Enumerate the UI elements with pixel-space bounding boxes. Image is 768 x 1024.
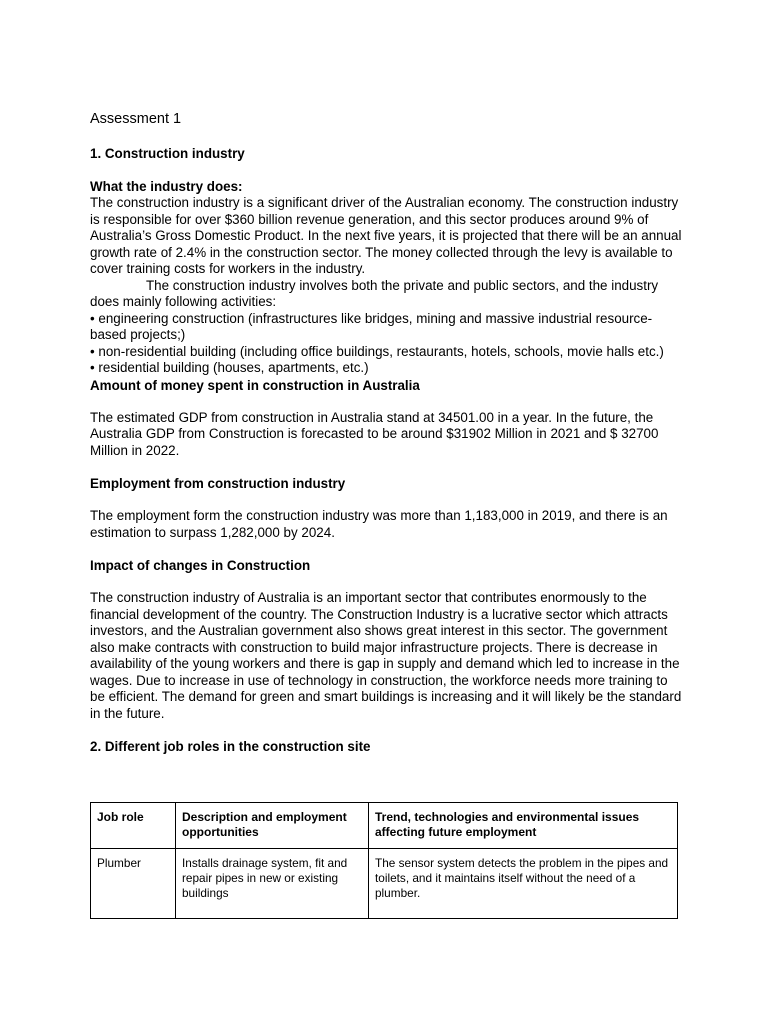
what-industry-does-paragraph: The construction industry is a significant driver of the Australian economy. The construction industry is responsible for over $360 billion revenue generation, and this sector produces around 9% of Australia’s Gross Domestic Product. In the next five years, it is projected that there will be an annual growth rate of 2.4% in the construction sector. The money collected through the levy is available to cover training costs for workers in the industry.: [90, 195, 682, 276]
table-header-job-role: Job role: [91, 803, 176, 849]
job-roles-table: [90, 802, 678, 919]
money-spent-paragraph: The estimated GDP from construction in Australia stand at 34501.00 in a year. In the future, the Australia GDP from Construction is forecasted to be around $31902 Million in 2021 and $ 32700 Million in 2022.: [90, 409, 659, 458]
table-header-description: Description and employment opportunities: [176, 803, 369, 849]
section-2-heading: 2. Different job roles in the construction site: [90, 739, 371, 754]
table-header-trend: Trend, technologies and environmental issues affecting future employment: [369, 803, 678, 849]
document-title: Assessment 1: [90, 111, 182, 127]
table-header-row: [91, 803, 678, 849]
activities-intro-paragraph: The construction industry involves both the private and public sectors, and the industry does mainly following activities:: [90, 277, 659, 309]
table-cell-role: Plumber: [91, 849, 176, 919]
activity-item-engineering: • engineering construction (infrastructures like bridges, mining and massive industrial resource-based projects;): [90, 310, 653, 342]
employment-heading: Employment from construction industry: [90, 476, 346, 491]
table-row: [91, 849, 678, 919]
table-cell-trend: The sensor system detects the problem in the pipes and toilets, and it maintains itself without the need of a plumber.: [369, 849, 678, 919]
document-body: [90, 110, 686, 771]
impact-paragraph: The construction industry of Australia is an important sector that contributes enormously to the financial development of the country. The Construction Industry is a lucrative sector which attracts investors, and the Australian government also shows great interest in this sector. The government also make contracts with construction to build major infrastructure projects. There is decrease in availability of the young workers and there is gap in supply and demand which led to increase in the wages. Due to increase in use of technology in construction, the workforce needs more training to be efficient. The demand for green and smart buildings is increasing and it will likely be the standard in the future.: [90, 590, 682, 721]
money-spent-heading: Amount of money spent in construction in Australia: [90, 377, 420, 393]
what-industry-does-heading: What the industry does:: [90, 179, 243, 194]
activities-list: [90, 311, 686, 377]
employment-paragraph: The employment form the construction industry was more than 1,183,000 in 2019, and there is an estimation to surpass 1,282,000 by 2024.: [90, 508, 668, 540]
impact-heading: Impact of changes in Construction: [90, 558, 311, 573]
table-cell-description: Installs drainage system, fit and repair pipes in new or existing buildings: [176, 849, 369, 919]
section-1-heading: 1. Construction industry: [90, 146, 245, 161]
activity-item-non-residential: • non-residential building (including office buildings, restaurants, hotels, schools, movie halls etc.): [90, 343, 664, 359]
activity-item-residential: • residential building (houses, apartments, etc.): [90, 360, 369, 375]
